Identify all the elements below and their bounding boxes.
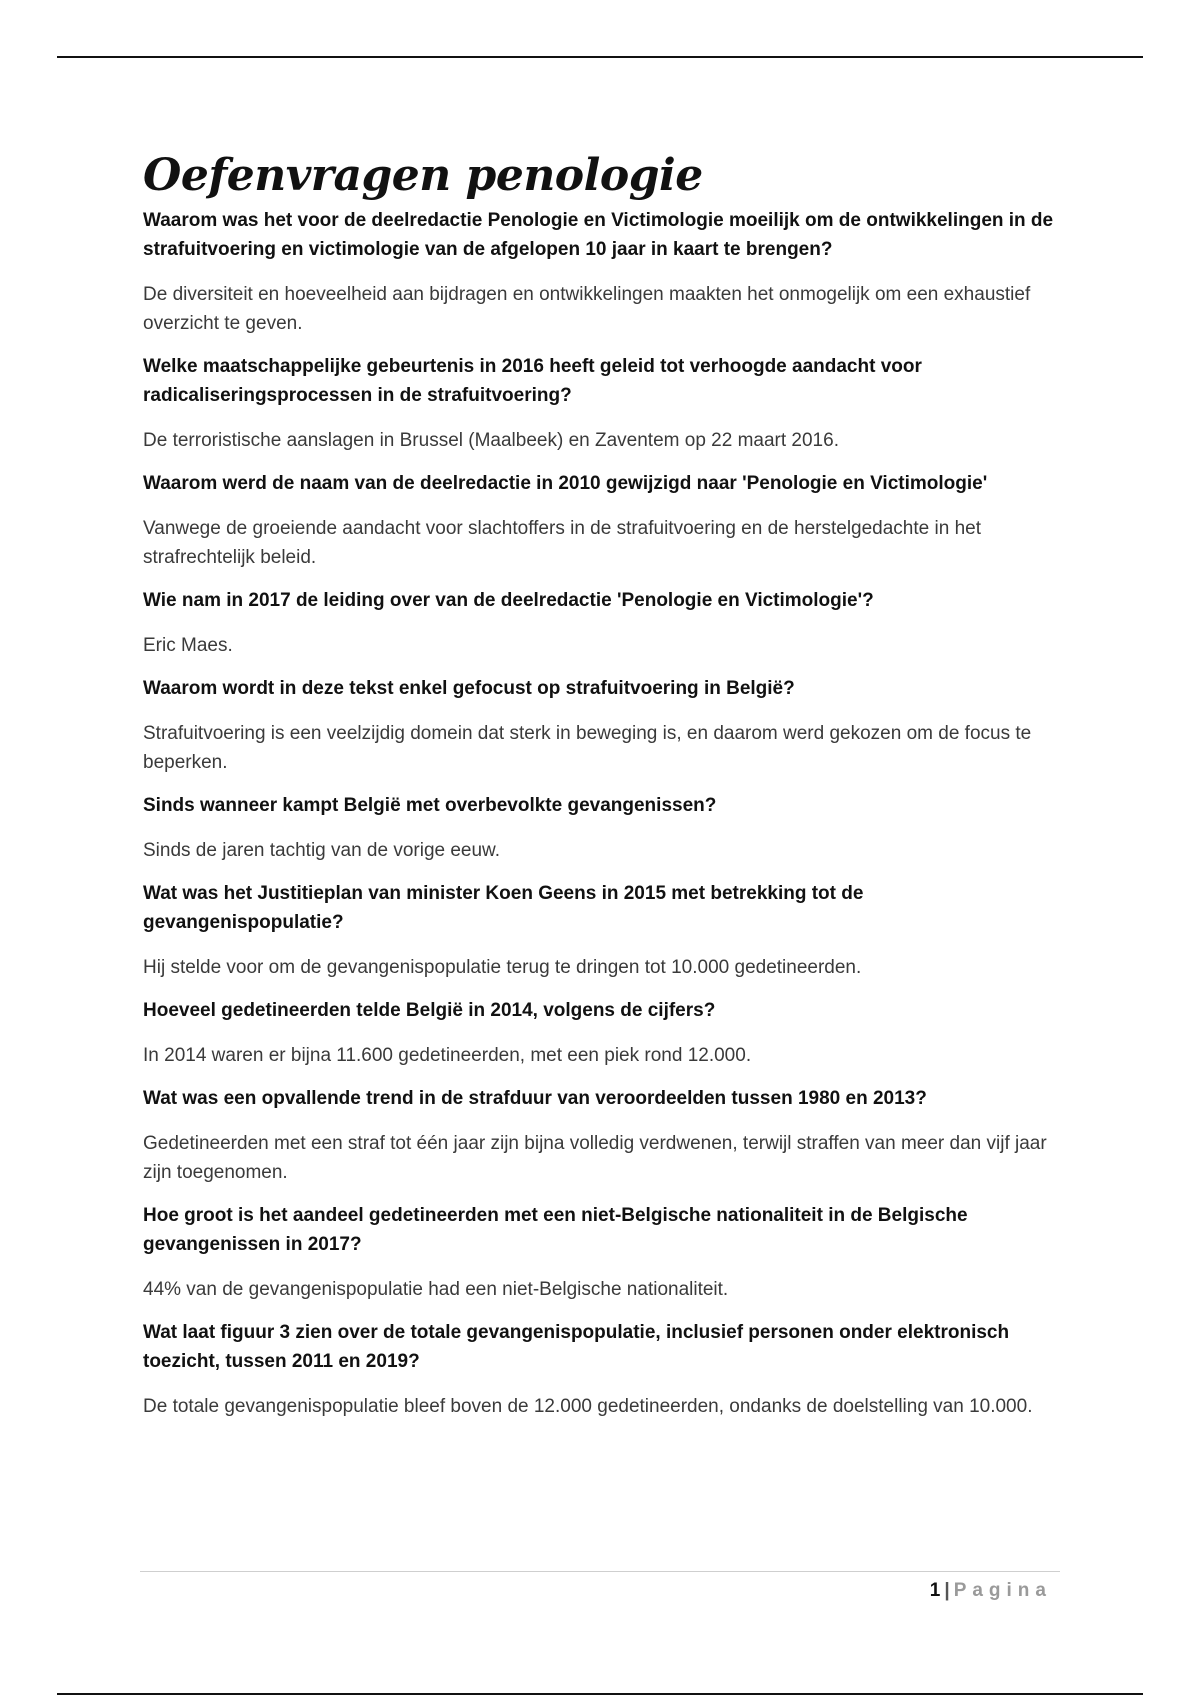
answer: Sinds de jaren tachtig van de vorige eeuw. [143,840,501,861]
answer: Vanwege de groeiende aandacht voor slachtoffers in de strafuitvoering en de herstelgedachte in het strafrechtelijk beleid. [143,518,981,568]
answer: De totale gevangenispopulatie bleef boven de 12.000 gedetineerden, ondanks de doelstelling van 10.000. [143,1396,1033,1417]
qa-item [143,996,1063,1070]
qa-item [143,1201,1063,1304]
qa-item [143,1318,1063,1421]
question: Sinds wanneer kampt België met overbevolkte gevangenissen? [143,795,717,816]
question: Welke maatschappelijke gebeurtenis in 2016 heeft geleid tot verhoogde aandacht voor radicaliseringsprocessen in de strafuitvoering? [143,356,922,406]
question: Waarom wordt in deze tekst enkel gefocust op strafuitvoering in België? [143,678,795,699]
footer-divider [140,1571,1060,1572]
answer: Hij stelde voor om de gevangenispopulatie terug te dringen tot 10.000 gedetineerden. [143,957,862,978]
page-number [930,1578,1052,1604]
qa-item [143,586,1063,660]
qa-item [143,879,1063,982]
answer: In 2014 waren er bijna 11.600 gedetineerden, met een piek rond 12.000. [143,1045,752,1066]
question: Waarom was het voor de deelredactie Penologie en Victimologie moeilijk om de ontwikkelingen in de strafuitvoering en victimologie van de afgelopen 10 jaar in kaart te brengen? [143,210,1054,260]
question: Hoe groot is het aandeel gedetineerden met een niet-Belgische nationaliteit in de Belgische gevangenissen in 2017? [143,1205,968,1255]
question: Wat was het Justitieplan van minister Koen Geens in 2015 met betrekking tot de gevangenispopulatie? [143,883,864,933]
answer: Gedetineerden met een straf tot één jaar zijn bijna volledig verdwenen, terwijl straffen van meer dan vijf jaar zijn toegenomen. [143,1133,1047,1183]
answer: Strafuitvoering is een veelzijdig domein dat sterk in beweging is, en daarom werd gekozen om de focus te beperken. [143,723,1032,773]
question: Hoeveel gedetineerden telde België in 2014, volgens de cijfers? [143,1000,716,1021]
page-number-value: 1 [929,1580,941,1601]
page-word: Pagina [953,1580,1052,1601]
answer: De diversiteit en hoeveelheid aan bijdragen en ontwikkelingen maakten het onmogelijk om een exhaustief overzicht te geven. [143,284,1031,334]
qa-item [143,352,1063,455]
question: Wat laat figuur 3 zien over de totale gevangenispopulatie, inclusief personen onder elektronisch toezicht, tussen 2011 en 2019? [143,1322,1010,1372]
qa-item [143,791,1063,865]
answer: De terroristische aanslagen in Brussel (Maalbeek) en Zaventem op 22 maart 2016. [143,430,839,451]
page-title: Oefenvragen penologie [143,150,703,201]
top-border-rule [57,56,1143,58]
answer: Eric Maes. [143,635,233,656]
question: Wat was een opvallende trend in de strafduur van veroordeelden tussen 1980 en 2013? [143,1088,927,1109]
document-body [143,146,1063,1435]
question: Waarom werd de naam van de deelredactie in 2010 gewijzigd naar 'Penologie en Victimologie' [143,473,988,494]
page-number-separator: | [944,1580,950,1601]
qa-item [143,1084,1063,1187]
question: Wie nam in 2017 de leiding over van de deelredactie 'Penologie en Victimologie'? [143,590,874,611]
bottom-border-rule [57,1693,1143,1695]
qa-item [143,469,1063,572]
qa-item [143,206,1063,338]
qa-item [143,674,1063,777]
answer: 44% van de gevangenispopulatie had een niet-Belgische nationaliteit. [143,1279,729,1300]
